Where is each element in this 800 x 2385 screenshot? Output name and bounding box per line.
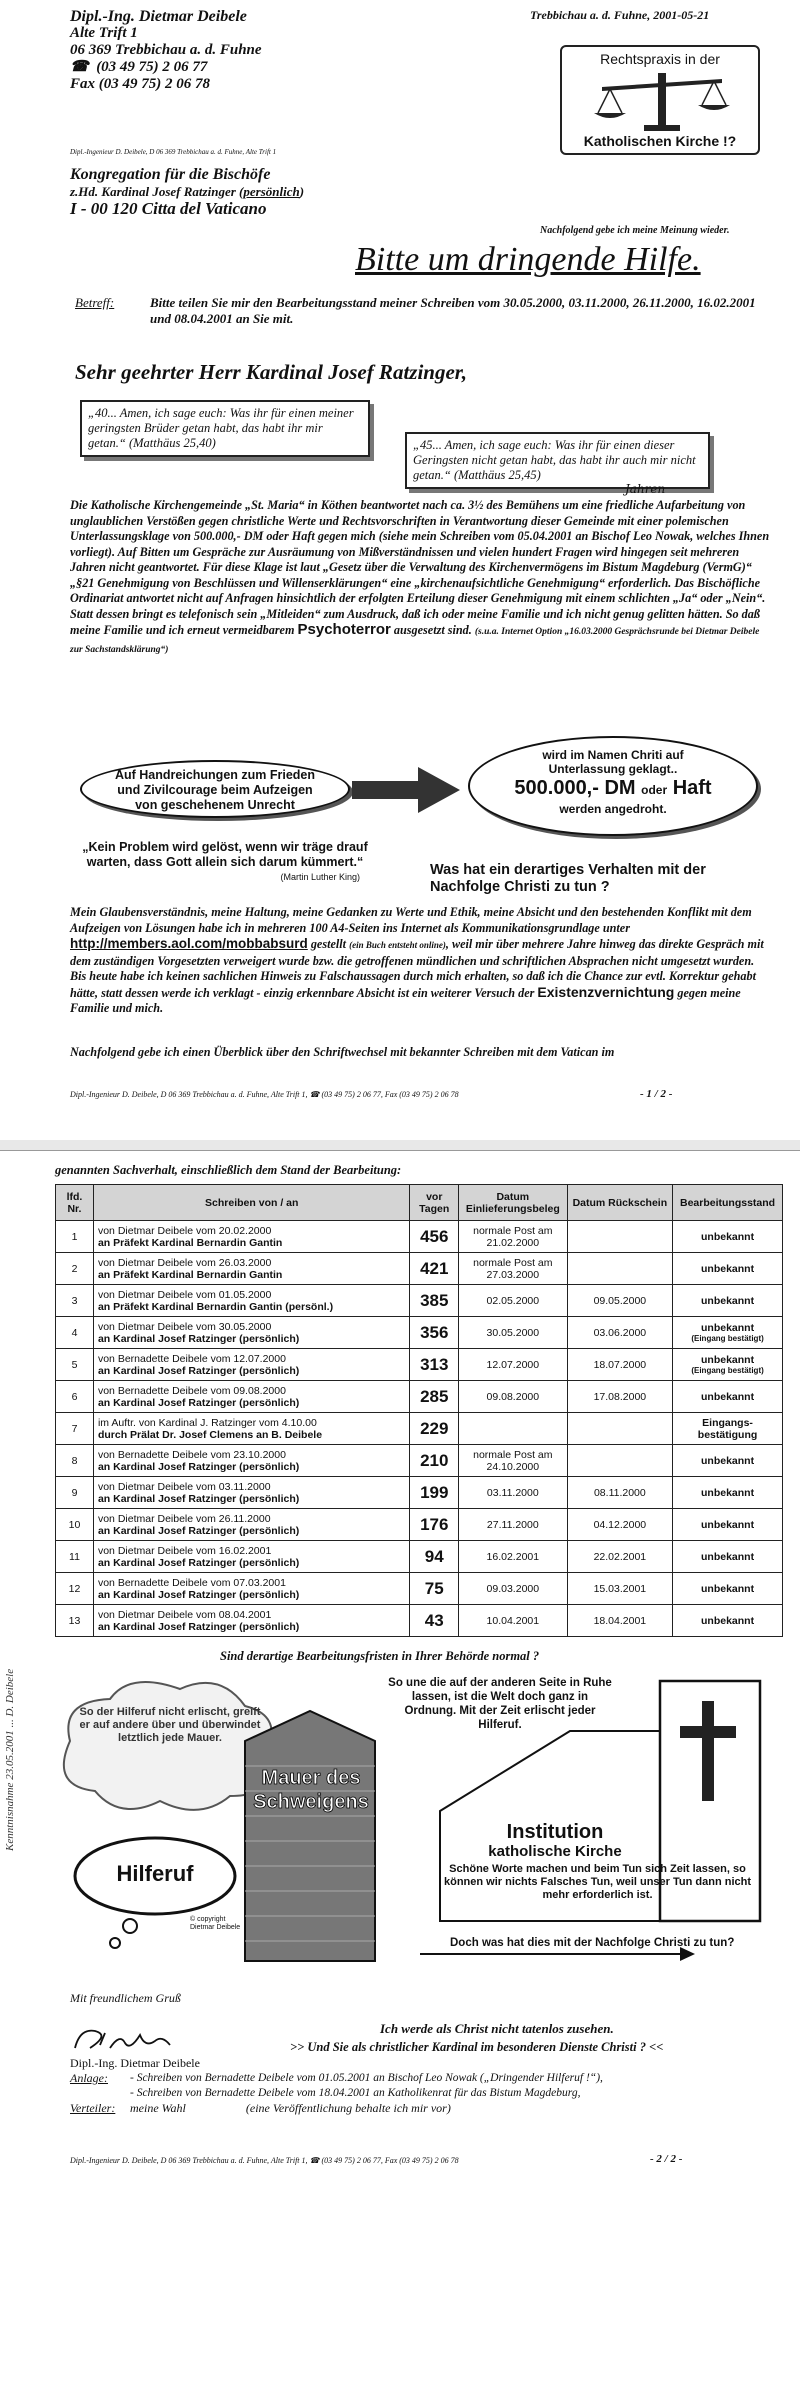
cell-schreiben: [93, 1285, 410, 1317]
salutation: Sehr geehrter Herr Kardinal Josef Ratzinger,: [75, 360, 468, 384]
cell-nr: 10: [56, 1509, 94, 1541]
header-rueckschein: Datum Rückschein: [567, 1185, 673, 1221]
ellipse-right-amount-line: [470, 776, 756, 802]
cell-nr: 3: [56, 1285, 94, 1317]
cell-einlieferung: 16.02.2001: [459, 1541, 568, 1573]
bottom-question: Doch was hat dies mit der Nachfolge Christi zu tun?: [450, 1937, 735, 1949]
cell-schreiben: [93, 1221, 410, 1253]
cell-tage: 176: [410, 1509, 459, 1541]
logo-top-text: Rechtspraxis in der: [600, 51, 720, 67]
cell-tage: 356: [410, 1317, 459, 1349]
paragraph-3: Nachfolgend gebe ich einen Überblick über den Schriftwechsel mit bekannter Schreiben mit dem Vatican im: [70, 1045, 615, 1059]
cell-tage: 456: [410, 1221, 459, 1253]
cell-tage: 285: [410, 1381, 459, 1413]
page-separator: [0, 1140, 800, 1150]
middle-text: So une die auf der anderen Seite in Ruhe lassen, ist die Welt doch ganz in Ordnung. Mit der Zeit erlischt jeder Hilferuf.: [388, 1677, 612, 1731]
cell-schreiben: [93, 1605, 410, 1637]
hilferuf-label: Hilferuf: [116, 1861, 194, 1886]
king-quote: [80, 840, 370, 885]
cell-stand: [673, 1349, 783, 1381]
cell-einlieferung: 27.11.2000: [459, 1509, 568, 1541]
subject: [75, 295, 765, 327]
cell-schreiben: [93, 1317, 410, 1349]
king-author: (Martin Luther King): [280, 872, 360, 882]
paragraph-2: [70, 905, 770, 1017]
cell-stand-main: unbekannt: [701, 1230, 755, 1243]
signature-name: Dipl.-Ing. Dietmar Deibele: [70, 2056, 200, 2070]
table-row: [56, 1477, 783, 1509]
table-row: [56, 1445, 783, 1477]
verteiler-block: [70, 2101, 780, 2116]
cell-stand-main: unbekannt: [701, 1518, 755, 1531]
date-line: Trebbichau a. d. Fuhne, 2001-05-21: [530, 8, 710, 22]
para2-b: gestellt: [310, 937, 347, 951]
header-tage: vor Tagen: [410, 1185, 459, 1221]
cell-stand: [673, 1285, 783, 1317]
table-row: [56, 1413, 783, 1445]
cell-nr: 12: [56, 1573, 94, 1605]
recipient-attn: [70, 184, 490, 199]
cell-stand-sub: (Eingang bestätigt): [691, 1366, 764, 1375]
ellipse-oder: oder: [641, 783, 668, 797]
ellipse-right-top: wird im Namen Chriti auf Unterlassung geklagt..: [542, 748, 684, 776]
ellipse-right-bottom: werden angedroht.: [559, 802, 667, 816]
cell-nr: 5: [56, 1349, 94, 1381]
cell-rueckschein: 03.06.2000: [567, 1317, 673, 1349]
cell-stand: [673, 1477, 783, 1509]
ellipse-right: [468, 736, 758, 836]
cell-schreiben: [93, 1509, 410, 1541]
cell-einlieferung: [459, 1413, 568, 1445]
cell-stand: [673, 1221, 783, 1253]
existenz-word: Existenzvernichtung: [537, 983, 675, 1000]
table-row: [56, 1605, 783, 1637]
subject-text: Bitte teilen Sie mir den Bearbeitungsstand meiner Schreiben vom 30.05.2000, 03.11.2000, 26.11.2000, 16.02.2001 und 08.04.2001 an Sie mit.: [150, 295, 756, 326]
cell-rueckschein: [567, 1445, 673, 1477]
footer-page-1: Dipl.-Ingenieur D. Deibele, D 06 369 Trebbichau a. d. Fuhne, Alte Trift 1, ☎ (03 49 75) 2 06 77, Fax (03 49 75) 2 06 78: [70, 1090, 459, 1099]
cell-rueckschein: 04.12.2000: [567, 1509, 673, 1541]
question-behaviour: Was hat ein derartiges Verhalten mit der Nachfolge Christi zu tun ?: [430, 862, 706, 895]
table-row: [56, 1349, 783, 1381]
institution-title: Institution: [506, 1821, 604, 1843]
cell-stand-sub: (Eingang bestätigt): [691, 1334, 764, 1343]
cell-tage: 43: [410, 1605, 459, 1637]
cell-schreiben-from: im Auftr. von Kardinal J. Ratzinger vom 4.10.00: [97, 1416, 317, 1429]
cell-nr: 9: [56, 1477, 94, 1509]
cell-stand: [673, 1413, 783, 1445]
page-number-2: - 2 / 2 -: [650, 2153, 683, 2165]
verteiler-label: Verteiler:: [70, 2101, 116, 2115]
cell-schreiben-from: von Dietmar Deibele vom 20.02.2000: [97, 1224, 272, 1237]
quote-box-2: „45... Amen, ich sage euch: Was ihr für einen dieser Geringsten nicht getan habt, das habt ihr auch mir nicht getan.“ (Matthäus 25,45): [405, 432, 710, 489]
cell-nr: 1: [56, 1221, 94, 1253]
verteiler-text: meine Wahl (eine Veröffentlichung behalte ich mir vor): [130, 2101, 451, 2115]
para2-a: Mein Glaubensverständnis, meine Haltung, meine Gedanken zu Werte und Ethik, meine Absicht und den bestehenden Konflikt mit dem Aufzeigen von Lösungen habe ich in mehreren 100 A4-Seiten ins Internet als Kommunikationsgrundlage unter: [70, 905, 752, 935]
cell-nr: 4: [56, 1317, 94, 1349]
cell-stand: [673, 1445, 783, 1477]
cell-stand-main: unbekannt: [701, 1614, 755, 1627]
anlage-2: - Schreiben von Bernadette Deibele vom 18.04.2001 an Katholikenrat für das Bistum Magdeburg,: [130, 2087, 581, 2099]
handwritten-note: Jahren: [625, 482, 666, 496]
cell-nr: 13: [56, 1605, 94, 1637]
cell-schreiben-from: von Dietmar Deibele vom 26.03.2000: [97, 1256, 272, 1269]
header-nr: lfd. Nr.: [56, 1185, 94, 1221]
cell-nr: 7: [56, 1413, 94, 1445]
closing-right-1: Ich werde als Christ nicht tatenlos zusehen.: [380, 2021, 614, 2036]
cell-stand-main: unbekannt: [701, 1390, 755, 1403]
cell-tage: 421: [410, 1253, 459, 1285]
cell-schreiben-from: von Bernadette Deibele vom 07.03.2001: [97, 1576, 286, 1589]
cell-nr: 11: [56, 1541, 94, 1573]
cell-rueckschein: 17.08.2000: [567, 1381, 673, 1413]
cell-einlieferung: 12.07.2000: [459, 1349, 568, 1381]
arrow-right-icon: [352, 765, 462, 815]
cell-einlieferung: 03.11.2000: [459, 1477, 568, 1509]
cell-schreiben: [93, 1349, 410, 1381]
status-table: [55, 1184, 783, 1637]
cell-schreiben-to: an Kardinal Josef Ratzinger (persönlich): [97, 1524, 300, 1537]
logo-box: [560, 45, 760, 155]
cell-stand-main: unbekannt: [701, 1486, 755, 1499]
cell-rueckschein: [567, 1253, 673, 1285]
cell-schreiben-from: von Dietmar Deibele vom 16.02.2001: [97, 1544, 272, 1557]
sender-fax: Fax (03 49 75) 2 06 78: [70, 76, 210, 92]
table-row: [56, 1541, 783, 1573]
logo-bottom-text: Katholischen Kirche !?: [583, 133, 737, 149]
cell-tage: 210: [410, 1445, 459, 1477]
header-einlieferung: Datum Einlieferungsbeleg: [459, 1185, 568, 1221]
cell-schreiben-from: von Dietmar Deibele vom 08.04.2001: [97, 1608, 272, 1621]
signature: [70, 2023, 180, 2055]
cell-einlieferung: 02.05.2000: [459, 1285, 568, 1317]
internet-note: (s.u.a. Internet Option „16.03.2000 Gesprächsrunde bei Dietmar Deibele zur Sachstandsklärung“): [70, 627, 760, 655]
cell-schreiben-to: an Präfekt Kardinal Bernardin Gantin: [97, 1236, 283, 1249]
cell-einlieferung: normale Post am 21.02.2000: [459, 1221, 568, 1253]
cell-einlieferung: normale Post am 27.03.2000: [459, 1253, 568, 1285]
king-quote-text: „Kein Problem wird gelöst, wenn wir träge drauf warten, dass Gott allein sich darum kümmert.“: [82, 840, 368, 869]
cell-rueckschein: 09.05.2000: [567, 1285, 673, 1317]
phone-icon: ☎: [70, 59, 89, 75]
cell-schreiben: [93, 1573, 410, 1605]
cell-einlieferung: 09.03.2000: [459, 1573, 568, 1605]
closing-right-2: >> Und Sie als christlicher Kardinal im besonderen Dienste Christi ? <<: [290, 2040, 664, 2054]
cell-tage: 229: [410, 1413, 459, 1445]
sender-street: Alte Trift 1: [70, 25, 138, 41]
para2-small: (ein Buch entsteht online): [349, 940, 446, 950]
cell-stand-main: unbekannt: [701, 1294, 755, 1307]
cell-schreiben-to: an Kardinal Josef Ratzinger (persönlich): [97, 1460, 300, 1473]
cell-nr: 2: [56, 1253, 94, 1285]
copyright: © copyright Dietmar Deibele: [190, 1916, 241, 1931]
scales-icon: [592, 69, 732, 131]
quote-box-1: „40... Amen, ich sage euch: Was ihr für einen meiner geringsten Brüder getan habt, das habt ihr mir getan.“ (Matthäus 25,40): [80, 400, 370, 457]
table-row: [56, 1253, 783, 1285]
cell-schreiben-from: von Dietmar Deibele vom 30.05.2000: [97, 1320, 272, 1333]
cell-schreiben: [93, 1477, 410, 1509]
ellipse-haft: Haft: [672, 777, 712, 799]
sender-phone: (03 49 75) 2 06 77: [96, 59, 208, 75]
cell-schreiben-to: an Kardinal Josef Ratzinger (persönlich): [97, 1620, 300, 1633]
wall-label: Mauer des Schweigens: [253, 1767, 369, 1813]
cell-tage: 75: [410, 1573, 459, 1605]
sender-phone-line: [70, 59, 390, 76]
cell-rueckschein: 15.03.2001: [567, 1573, 673, 1605]
cell-schreiben: [93, 1445, 410, 1477]
cell-stand: [673, 1573, 783, 1605]
sender-name: Dipl.-Ing. Dietmar Deibele: [70, 8, 247, 25]
closing-greeting: Mit freundlichem Gruß: [70, 1991, 181, 2005]
cell-stand-main: Eingangs-bestätigung: [697, 1416, 758, 1441]
psychoterror-word: Psychoterror: [297, 621, 391, 638]
cell-schreiben: [93, 1381, 410, 1413]
anlage-block: [70, 2071, 780, 2101]
cell-rueckschein: 22.02.2001: [567, 1541, 673, 1573]
cell-schreiben-from: von Dietmar Deibele vom 03.11.2000: [97, 1480, 271, 1493]
cell-stand-main: unbekannt: [701, 1550, 755, 1563]
cell-stand: [673, 1541, 783, 1573]
headline: Bitte um dringende Hilfe.: [355, 241, 701, 278]
table-row: [56, 1509, 783, 1541]
attn-suffix: ): [299, 184, 305, 199]
recipient-org: Kongregation für die Bischöfe: [70, 166, 271, 183]
cell-einlieferung: 09.08.2000: [459, 1381, 568, 1413]
cell-rueckschein: 08.11.2000: [567, 1477, 673, 1509]
table-question: Sind derartige Bearbeitungsfristen in Ihrer Behörde normal ?: [220, 1649, 540, 1663]
cell-nr: 8: [56, 1445, 94, 1477]
status-table-body: [56, 1221, 783, 1637]
main-paragraph-end: ausgesetzt sind.: [393, 623, 472, 637]
cell-tage: 385: [410, 1285, 459, 1317]
cell-schreiben: [93, 1541, 410, 1573]
anlage-1: - Schreiben von Bernadette Deibele vom 01.05.2001 an Bischof Leo Nowak („Dringender Hilferuf !“),: [130, 2072, 603, 2084]
cell-schreiben-from: von Dietmar Deibele vom 26.11.2000: [97, 1512, 271, 1525]
cell-rueckschein: [567, 1221, 673, 1253]
cell-tage: 199: [410, 1477, 459, 1509]
ellipse-left: Auf Handreichungen zum Frieden und Zivilcourage beim Aufzeigen von geschehenem Unrecht: [80, 760, 350, 818]
main-paragraph-text: Die Katholische Kirchengemeinde „St. Maria“ in Köthen beantwortet nach ca. 3½ des Bemühens um eine friedliche Aufarbeitung von unglaublichen Verstößen gegen christliche Werte und Rechtsvorschriften in Verantwortung dieser Gemeinde mit einer polemischen Unterlassungsklage von 500.000,- DM oder Haft gegen mich (siehe mein Schreiben vom 05.04.2001 an Bischof Leo Nowak, welches Ihnen vorliegt). Auf Bitten um Gespräche zur Ausräumung von Mißverständnissen und vielen hundert Fragen wird hingegen seit mehreren Jahren nicht geantwortet. Für diese Klage ist laut „Gesetz über die Verwaltung des Kirchenvermögens im Bistum Magdeburg (VermG)“ „§21 Genehmigung von Beschlüssen und Willenserklärungen“ eine „kirchenaufsichtliche Genehmigung“ erforderlich. Das Bischöfliche Ordinariat antwortet nicht auf Anfragen hinsichtlich der erfolgten Erteilung dieser Genehmigung mit einem schlichten „Ja“ oder „Nein“. Statt dessen bringt es telefonisch sein „Mitleiden“ zum Ausdruck, daß ich oder meine Familie und ich nicht genug gelitten hätten. So daß meine Familie und ich erneut vermeidbarem: [70, 498, 770, 637]
header-stand: Bearbeitungsstand: [673, 1185, 783, 1221]
cell-schreiben: [93, 1253, 410, 1285]
cell-schreiben-from: von Dietmar Deibele vom 01.05.2000: [97, 1288, 272, 1301]
cell-stand: [673, 1317, 783, 1349]
main-paragraph: [70, 498, 770, 658]
table-row: [56, 1381, 783, 1413]
attn-personal: persönlich: [243, 184, 300, 199]
table-header-row: [56, 1185, 783, 1221]
cell-schreiben-to: an Präfekt Kardinal Bernardin Gantin: [97, 1268, 283, 1281]
anlage-label: Anlage:: [70, 2071, 108, 2085]
ellipse-amount: 500.000,- DM: [514, 777, 636, 799]
cell-rueckschein: 18.04.2001: [567, 1605, 673, 1637]
cell-schreiben: [93, 1413, 410, 1445]
table-row: [56, 1573, 783, 1605]
cell-stand-main: unbekannt: [701, 1262, 755, 1275]
cell-schreiben-to: an Kardinal Josef Ratzinger (persönlich): [97, 1332, 300, 1345]
cell-schreiben-to: an Präfekt Kardinal Bernardin Gantin (persönl.): [97, 1300, 334, 1313]
table-row: [56, 1317, 783, 1349]
illustration: [40, 1671, 780, 1971]
cell-stand-main: unbekannt: [701, 1454, 755, 1467]
letter-page-2: [0, 1150, 800, 2385]
footer-page-2: Dipl.-Ingenieur D. Deibele, D 06 369 Trebbichau a. d. Fuhne, Alte Trift 1, ☎ (03 49 75) 2 06 77, Fax (03 49 75) 2 06 78: [70, 2156, 459, 2165]
cell-einlieferung: 30.05.2000: [459, 1317, 568, 1349]
institution-sub: katholische Kirche: [488, 1843, 622, 1860]
attn-prefix: z.Hd. Kardinal Josef Ratzinger (: [70, 184, 244, 199]
cell-schreiben-to: durch Prälat Dr. Josef Clemens an B. Deibele: [97, 1428, 323, 1441]
cell-stand: [673, 1253, 783, 1285]
sender-block: [70, 8, 390, 93]
cell-stand: [673, 1605, 783, 1637]
institution-text: Schöne Worte machen und beim Tun sich Zeit lassen, so können wir nichts Falsches Tun, weil unser Tun dann nicht mehr erforderlich ist.: [443, 1863, 752, 1901]
cell-nr: 6: [56, 1381, 94, 1413]
recipient-city: I - 00 120 Citta del Vaticano: [70, 199, 267, 218]
letter-page-1: [0, 0, 800, 1140]
cell-schreiben-to: an Kardinal Josef Ratzinger (persönlich): [97, 1364, 300, 1377]
cell-stand: [673, 1381, 783, 1413]
page-number-1: - 1 / 2 -: [640, 1088, 673, 1100]
signature-block: [70, 2056, 780, 2116]
subject-label: Betreff:: [75, 295, 115, 310]
sender-city: 06 369 Trebbichau a. d. Fuhne: [70, 42, 262, 58]
cell-schreiben-to: an Kardinal Josef Ratzinger (persönlich): [97, 1492, 300, 1505]
cell-tage: 94: [410, 1541, 459, 1573]
cell-einlieferung: normale Post am 24.10.2000: [459, 1445, 568, 1477]
cell-stand: [673, 1509, 783, 1541]
cell-tage: 313: [410, 1349, 459, 1381]
note-right: Nachfolgend gebe ich meine Meinung wieder.: [540, 225, 730, 236]
cell-einlieferung: 10.04.2001: [459, 1605, 568, 1637]
cell-schreiben-to: an Kardinal Josef Ratzinger (persönlich): [97, 1588, 300, 1601]
cell-rueckschein: [567, 1413, 673, 1445]
cell-stand-main: unbekannt: [701, 1582, 755, 1595]
cell-schreiben-to: an Kardinal Josef Ratzinger (persönlich): [97, 1396, 300, 1409]
cell-schreiben-from: von Bernadette Deibele vom 09.08.2000: [97, 1384, 286, 1397]
para2-d: gegen meine Familie und mich.: [70, 985, 741, 1015]
cell-schreiben-from: von Bernadette Deibele vom 12.07.2000: [97, 1352, 286, 1365]
recipient-block: [70, 166, 490, 219]
table-row: [56, 1285, 783, 1317]
table-intro: genannten Sachverhalt, einschließlich dem Stand der Bearbeitung:: [55, 1163, 402, 1177]
para2-c: , weil mir über mehrere Jahre hinweg das direkte Gespräch mit dem zuständigen Vorgesetzten verweigert wurde bzw. die getroffenen mündlichen und schriftlichen Absprachen nicht umgesetzt wurden. Bis heute habe ich keinen sachlichen Hinweis zu Falschaussagen durch mich erhalten, so daß ich die Chance zur evtl. Korrektur gehabt hätte, statt dessen werde ich verklagt - einzig erkennbare Absicht ist ein weiterer Versuch der: [70, 937, 764, 1000]
cloud-text: So der Hilferuf nicht erlischt, greift er auf andere über und überwindet letztlich jede Mauer.: [79, 1706, 261, 1744]
website-url: http://members.aol.com/mobbabsurd: [70, 936, 308, 951]
cell-stand-main: unbekannt: [701, 1354, 755, 1366]
cell-stand-main: unbekannt: [701, 1322, 755, 1334]
cell-rueckschein: 18.07.2000: [567, 1349, 673, 1381]
cell-schreiben-from: von Bernadette Deibele vom 23.10.2000: [97, 1448, 286, 1461]
table-row: [56, 1221, 783, 1253]
return-address: Dipl.-Ingenieur D. Deibele, D 06 369 Trebbichau a. d. Fuhne, Alte Trift 1: [70, 148, 277, 156]
cell-schreiben-to: an Kardinal Josef Ratzinger (persönlich): [97, 1556, 300, 1569]
margin-note: Kenntnisnahme 23.05.2001 ... D. Deibele: [4, 1668, 16, 1851]
header-schreiben: Schreiben von / an: [93, 1185, 410, 1221]
